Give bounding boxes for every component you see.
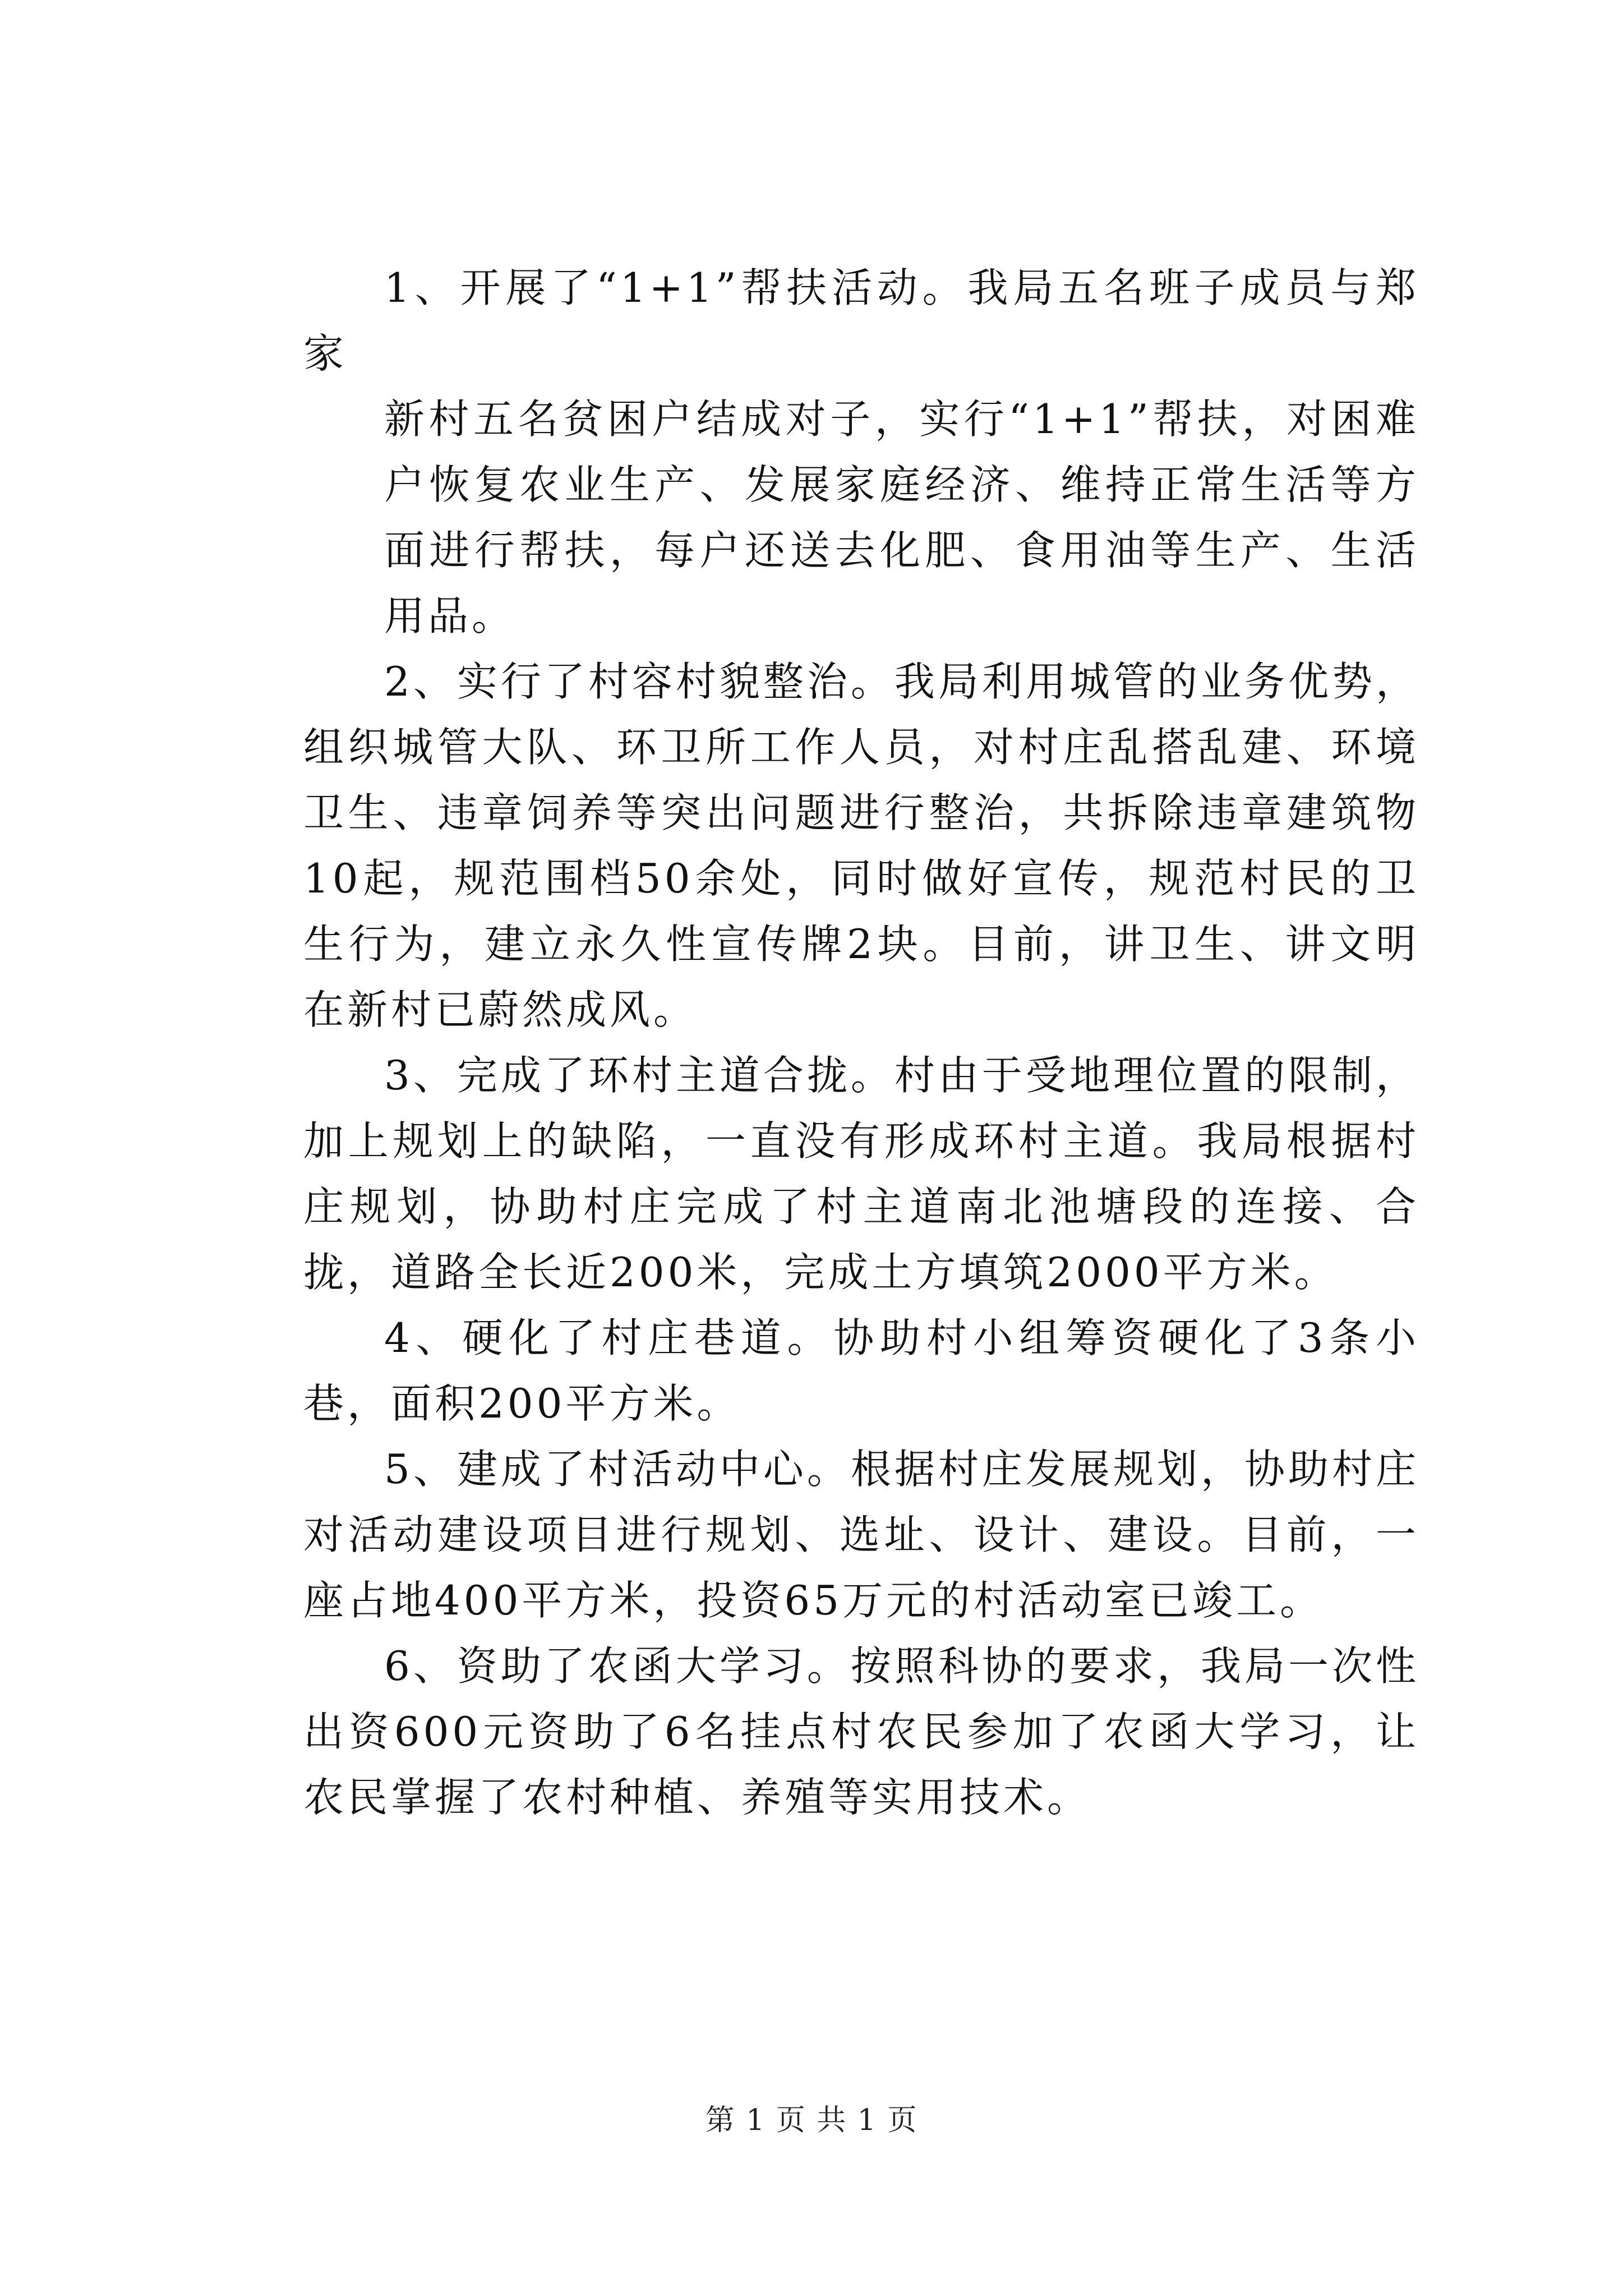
paragraph-4: 4、硬化了村庄巷道。协助村小组筹资硬化了3条小巷，面积200平方米。 [303, 1314, 1419, 1427]
paragraph-5: 5、建成了村活动中心。根据村庄发展规划，协助村庄对活动建设项目进行规划、选址、设计、建设。目前，一座占地400平方米，投资65万元的村活动室已竣工。 [303, 1446, 1419, 1624]
paragraph-1-heading: 1、开展了“1+1”帮扶活动。我局五名班子成员与郑家 [303, 264, 1419, 377]
paragraph-3: 3、完成了环村主道合拢。村由于受地理位置的限制，加上规划上的缺陷，一直没有形成环村主道。我局根据村庄规划，协助村庄完成了村主道南北池塘段的连接、合拢，道路全长近200米，完成土方填筑2000平方米。 [303, 1052, 1419, 1296]
document-body [303, 255, 1419, 1830]
paragraph-1-body: 新村五名贫困户结成对子，实行“1+1”帮扶，对困难户恢复农业生产、发展家庭经济、维持正常生活等方面进行帮扶，每户还送去化肥、食用油等生产、生活用品。 [384, 395, 1419, 639]
paragraph-6: 6、资助了农函大学习。按照科协的要求，我局一次性出资600元资助了6名挂点村农民参加了农函大学习，让农民掌握了农村种植、养殖等实用技术。 [303, 1642, 1419, 1821]
page-number-footer: 第 1 页 共 1 页 [705, 2104, 918, 2137]
paragraph-2: 2、实行了村容村貌整治。我局利用城管的业务优势，组织城管大队、环卫所工作人员，对村庄乱搭乱建、环境卫生、违章饲养等突出问题进行整治，共拆除违章建筑物10起，规范围档50余处，同时做好宣传，规范村民的卫生行为，建立永久性宣传牌2块。目前，讲卫生、讲文明在新村已蔚然成风。 [303, 658, 1419, 1033]
